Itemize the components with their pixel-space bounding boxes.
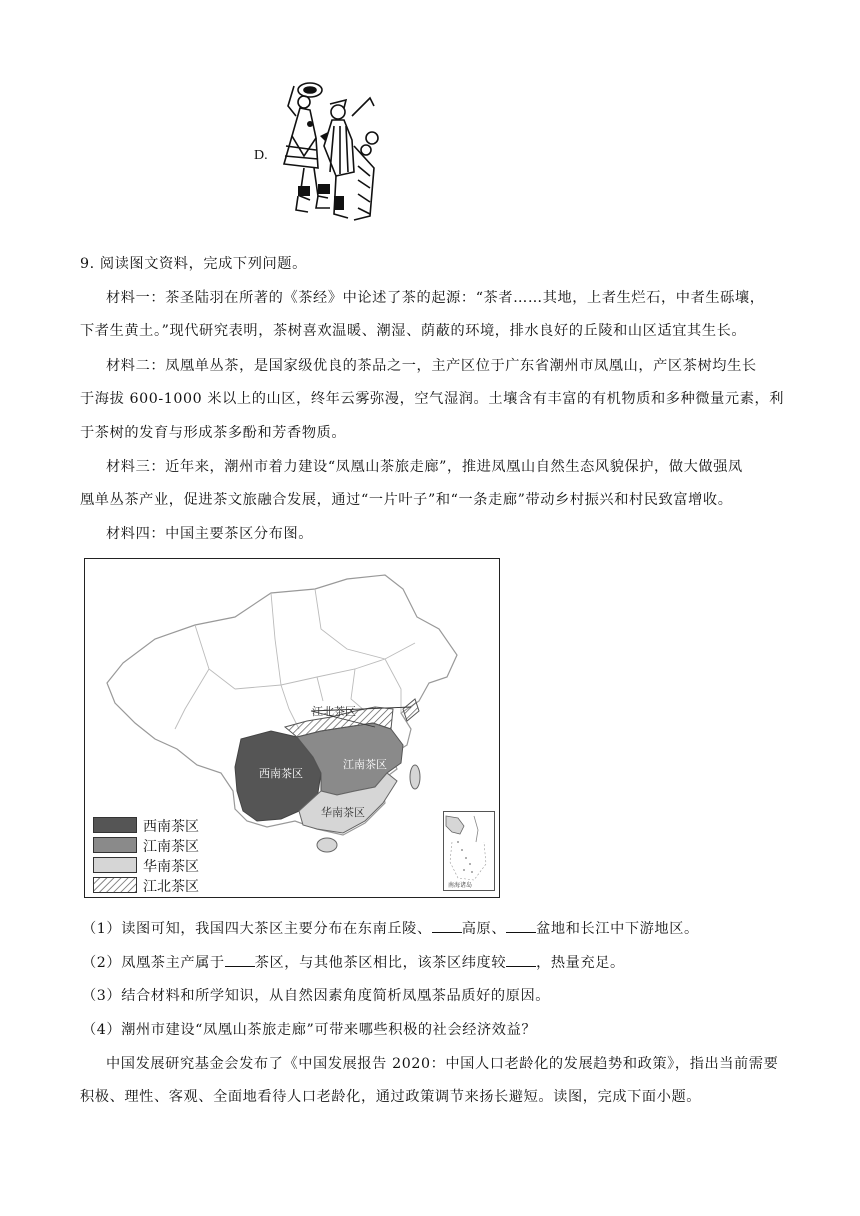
subquestion-2-part-a: （2）凤凰茶主产属于 xyxy=(82,955,225,971)
subquestion-3: （3）结合材料和所学知识，从自然因素角度简析凤凰茶品质好的原因。 xyxy=(82,988,551,1004)
legend-swatch-huanan xyxy=(93,857,137,873)
material-1-line-1: 材料一：茶圣陆羽在所著的《茶经》中论述了茶的起源：“茶者……其地，上者生烂石，中者生砾壤， xyxy=(106,290,765,306)
answer-blank-2a[interactable] xyxy=(225,952,255,967)
subquestion-2-part-c: ，热量充足。 xyxy=(536,955,625,971)
subquestion-1-part-a: （1）读图可知，我国四大茶区主要分布在东南丘陵、 xyxy=(82,921,432,937)
material-1-line-2: 下者生黄土。”现代研究表明，茶树喜欢温暖、潮湿、荫蔽的环境，排水良好的丘陵和山区适宜其生长。 xyxy=(80,323,747,339)
legend-label-jiangbei: 江北茶区 xyxy=(143,879,199,895)
subquestion-1 xyxy=(82,918,699,939)
subquestion-2 xyxy=(82,952,625,973)
subquestion-2-part-b: 茶区，与其他茶区相比，该茶区纬度较 xyxy=(254,955,507,971)
answer-blank-2b[interactable] xyxy=(506,952,536,967)
inset-map-shape xyxy=(444,812,494,890)
map-label-xinan: 西南茶区 xyxy=(259,767,303,780)
legend-swatch-jiangnan xyxy=(93,837,137,853)
material-2-line-1: 材料二：凤凰单丛茶，是国家级优良的茶品之一，主产区位于广东省潮州市凤凰山，产区茶树均生长 xyxy=(106,358,757,374)
subquestion-1-part-c: 盆地和长江中下游地区。 xyxy=(536,921,699,937)
tea-region-map xyxy=(84,558,500,898)
material-3-line-1: 材料三：近年来，潮州市着力建设“凤凰山茶旅走廊”，推进凤凰山自然生态风貌保护，做大做强凤 xyxy=(106,459,743,475)
subquestion-1-part-b: 高原、 xyxy=(461,921,507,937)
answer-blank-1b[interactable] xyxy=(506,918,536,933)
material-2-line-2: 于海拔 600-1000 米以上的山区，终年云雾弥漫，空气湿润。土壤含有丰富的有机物质和多种微量元素，利 xyxy=(80,391,785,407)
legend-swatch-xinan xyxy=(93,817,137,833)
subquestion-4: （4）潮州市建设“凤凰山茶旅走廊”可带来哪些积极的社会经济效益？ xyxy=(82,1022,537,1038)
option-d-label: D. xyxy=(254,148,268,163)
south-china-sea-inset xyxy=(443,811,495,891)
legend-label-jiangnan: 江南茶区 xyxy=(143,839,199,855)
answer-blank-1a[interactable] xyxy=(432,918,462,933)
legend-swatch-jiangbei xyxy=(93,877,137,893)
map-label-jiangnan: 江南茶区 xyxy=(343,758,387,771)
map-label-jiangbei: 江北茶区 xyxy=(312,705,356,718)
dancing-figures-illustration xyxy=(274,76,394,228)
legend-label-xinan: 西南茶区 xyxy=(143,819,199,835)
inset-label: 南海诸岛 xyxy=(448,882,473,889)
question-9-title: 9. 阅读图文资料，完成下列问题。 xyxy=(80,256,307,272)
next-intro-line-2: 积极、理性、客观、全面地看待人口老龄化，通过政策调节来扬长避短。读图，完成下面小题。 xyxy=(80,1089,702,1105)
next-intro-line-1: 中国发展研究基金会发布了《中国发展报告 2020：中国人口老龄化的发展趋势和政策》，指出当前需要 xyxy=(106,1056,779,1072)
map-label-huanan: 华南茶区 xyxy=(321,806,365,819)
material-4-caption: 材料四：中国主要茶区分布图。 xyxy=(106,526,314,542)
material-2-line-3: 于茶树的发育与形成茶多酚和芳香物质。 xyxy=(80,425,347,441)
material-3-line-2: 凰单丛茶产业，促进茶文旅融合发展，通过“一片叶子”和“一条走廊”带动乡村振兴和村民致富增收。 xyxy=(80,492,733,508)
legend-label-huanan: 华南茶区 xyxy=(143,859,199,875)
